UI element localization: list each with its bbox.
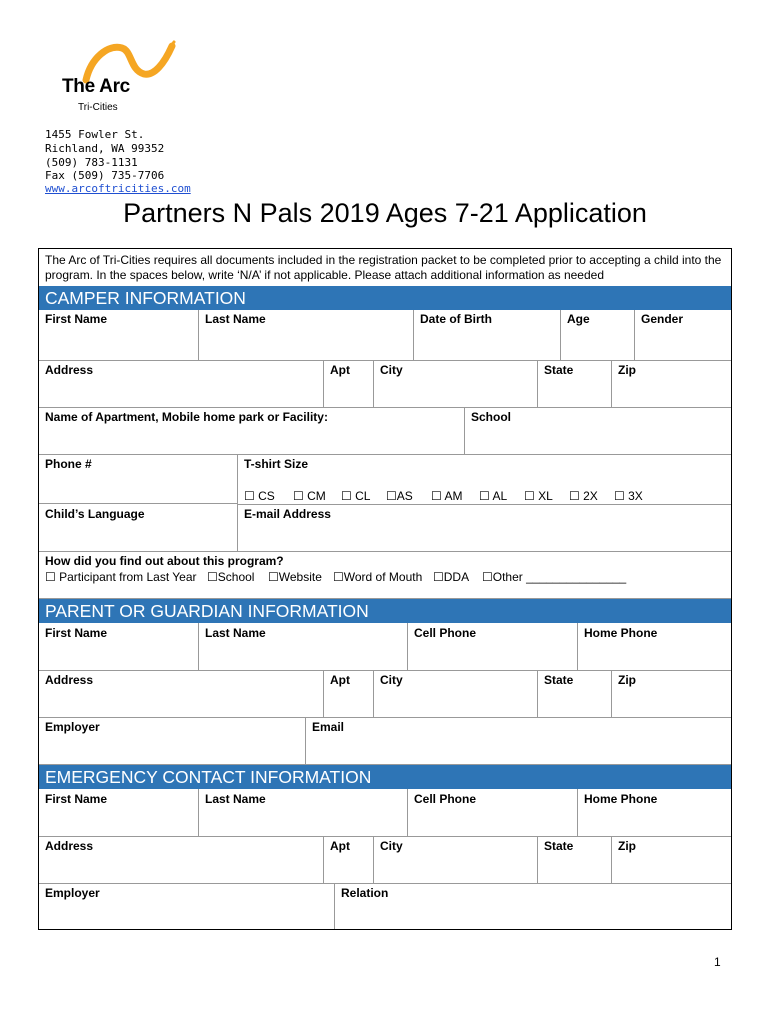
checkbox-icon[interactable]: ☐ <box>482 570 493 584</box>
parent-section-heading: PARENT OR GUARDIAN INFORMATION <box>39 599 731 623</box>
checkbox-icon[interactable]: ☐ <box>524 489 535 503</box>
emergency-last-name-label: Last Name <box>205 792 266 806</box>
divider <box>407 789 408 836</box>
checkbox-icon[interactable]: ☐ <box>569 489 580 503</box>
divider <box>537 670 538 717</box>
tshirt-option-as[interactable]: ☐AS <box>386 489 413 503</box>
tshirt-option-cm[interactable]: ☐ CM <box>293 489 326 503</box>
tshirt-option-al[interactable]: ☐ AL <box>479 489 508 503</box>
tshirt-option-am[interactable]: ☐ AM <box>431 489 463 503</box>
checkbox-icon[interactable]: ☐ <box>386 489 397 503</box>
emergency-city-label: City <box>380 839 403 853</box>
divider <box>198 789 199 836</box>
emergency-employer-label: Employer <box>45 886 100 900</box>
parent-first-name-label: First Name <box>45 626 108 640</box>
camper-school-label: School <box>471 410 512 424</box>
camper-dob-label: Date of Birth <box>420 312 492 326</box>
divider <box>373 670 374 717</box>
find-out-label: How did you find out about this program? <box>45 554 284 568</box>
divider <box>39 670 731 671</box>
checkbox-icon[interactable]: ☐ <box>207 570 218 584</box>
parent-cell-label: Cell Phone <box>414 626 477 640</box>
divider <box>577 789 578 836</box>
parent-last-name-label: Last Name <box>205 626 266 640</box>
camper-age-label: Age <box>567 312 590 326</box>
divider <box>39 360 731 361</box>
find-option-dda[interactable]: ☐DDA <box>433 570 470 584</box>
find-option-website[interactable]: ☐Website <box>268 570 322 584</box>
find-option-school[interactable]: ☐School <box>207 570 255 584</box>
divider <box>39 551 731 552</box>
checkbox-icon[interactable]: ☐ <box>341 489 352 503</box>
emergency-section-heading: EMERGENCY CONTACT INFORMATION <box>39 765 731 789</box>
application-form <box>38 248 732 930</box>
divider <box>611 360 612 408</box>
address-line-4: Fax (509) 735-7706 <box>45 169 165 182</box>
camper-tshirt-label: T-shirt Size <box>244 457 309 471</box>
camper-section-heading: CAMPER INFORMATION <box>39 286 731 310</box>
divider <box>577 623 578 670</box>
emergency-cell-label: Cell Phone <box>414 792 477 806</box>
parent-employer-label: Employer <box>45 720 100 734</box>
page-number: 1 <box>714 955 721 969</box>
divider <box>464 407 465 454</box>
divider <box>39 454 731 455</box>
website-link[interactable]: www.arcoftricities.com <box>45 182 191 195</box>
camper-phone-label: Phone # <box>45 457 92 471</box>
divider <box>323 360 324 408</box>
emergency-zip-label: Zip <box>618 839 636 853</box>
checkbox-icon[interactable]: ☐ <box>479 489 490 503</box>
camper-email-label: E-mail Address <box>244 507 331 521</box>
logo-sub: Tri-Cities <box>78 102 118 113</box>
camper-state-label: State <box>544 363 574 377</box>
camper-apt-label: Apt <box>330 363 350 377</box>
camper-zip-label: Zip <box>618 363 636 377</box>
parent-zip-label: Zip <box>618 673 636 687</box>
divider <box>334 883 335 929</box>
parent-state-label: State <box>544 673 574 687</box>
find-option-word-of-mouth[interactable]: ☐Word of Mouth <box>333 570 423 584</box>
checkbox-icon[interactable]: ☐ <box>244 489 255 503</box>
address-line-1: 1455 Fowler St. <box>45 128 145 141</box>
logo-name: The Arc <box>62 76 130 97</box>
find-option-other[interactable]: ☐Other _______________ <box>482 570 627 584</box>
divider <box>323 836 324 883</box>
page-title: Partners N Pals 2019 Ages 7-21 Application <box>123 198 647 228</box>
camper-facility-label: Name of Apartment, Mobile home park or Facility: <box>45 410 328 424</box>
camper-first-name-label: First Name <box>45 312 108 326</box>
divider <box>373 836 374 883</box>
tshirt-option-cl[interactable]: ☐ CL <box>341 489 371 503</box>
parent-city-label: City <box>380 673 403 687</box>
divider <box>611 836 612 883</box>
tshirt-option-xl[interactable]: ☐ XL <box>524 489 553 503</box>
divider <box>305 717 306 764</box>
camper-last-name-label: Last Name <box>205 312 266 326</box>
divider <box>39 503 238 504</box>
emergency-apt-label: Apt <box>330 839 350 853</box>
divider <box>238 504 731 505</box>
emergency-relation-label: Relation <box>341 886 389 900</box>
checkbox-icon[interactable]: ☐ <box>433 570 444 584</box>
parent-home-label: Home Phone <box>584 626 658 640</box>
divider <box>611 670 612 717</box>
divider <box>39 407 731 408</box>
divider <box>39 883 731 884</box>
address-line-2: Richland, WA 99352 <box>45 142 165 155</box>
parent-email-label: Email <box>312 720 345 734</box>
find-option-participant[interactable]: ☐ Participant from Last Year <box>45 570 197 584</box>
divider <box>373 360 374 408</box>
divider <box>560 310 561 360</box>
intro-text: The Arc of Tri-Cities requires all documents included in the registration packet to be completed prior to accepting a child into the program. In the spaces below, write ‘N/A’ if not applicable. Please attach additional information as needed <box>45 253 722 282</box>
checkbox-icon[interactable]: ☐ <box>268 570 279 584</box>
address-line-3: (509) 783-1131 <box>45 156 138 169</box>
checkbox-icon[interactable]: ☐ <box>293 489 304 503</box>
checkbox-icon[interactable]: ☐ <box>45 570 56 584</box>
camper-gender-label: Gender <box>641 312 684 326</box>
camper-language-label: Child’s Language <box>45 507 145 521</box>
camper-address-label: Address <box>45 363 94 377</box>
divider <box>537 360 538 408</box>
tshirt-option-cs[interactable]: ☐ CS <box>244 489 275 503</box>
divider <box>39 836 731 837</box>
divider <box>198 623 199 670</box>
emergency-home-label: Home Phone <box>584 792 658 806</box>
checkbox-icon[interactable]: ☐ <box>614 489 625 503</box>
tshirt-option-2x[interactable]: ☐ 2X <box>569 489 598 503</box>
checkbox-icon[interactable]: ☐ <box>333 570 344 584</box>
camper-city-label: City <box>380 363 403 377</box>
parent-address-label: Address <box>45 673 94 687</box>
checkbox-icon[interactable]: ☐ <box>431 489 442 503</box>
divider <box>634 310 635 360</box>
divider <box>323 670 324 717</box>
emergency-first-name-label: First Name <box>45 792 108 806</box>
tshirt-option-3x[interactable]: ☐ 3X <box>614 489 643 503</box>
divider <box>537 836 538 883</box>
divider <box>413 310 414 360</box>
parent-apt-label: Apt <box>330 673 350 687</box>
divider <box>198 310 199 360</box>
divider <box>407 623 408 670</box>
divider <box>39 717 731 718</box>
emergency-address-label: Address <box>45 839 94 853</box>
emergency-state-label: State <box>544 839 574 853</box>
